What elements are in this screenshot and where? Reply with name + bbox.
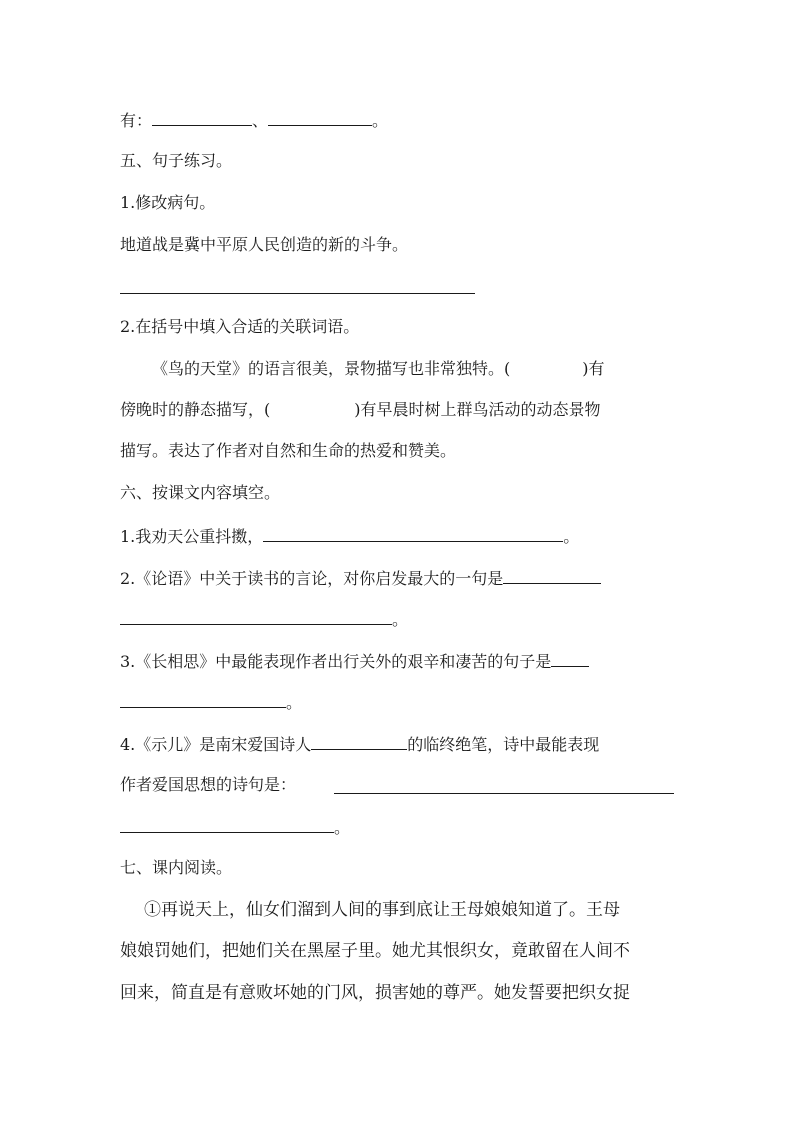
question-5-2-line2 (120, 398, 601, 422)
answer-blank[interactable] (120, 689, 286, 708)
question-6-4-text-c: 作者爱国思想的诗句是： (120, 775, 297, 794)
question-5-1-sentence: 地道战是冀中平原人民创造的新的斗争。 (120, 235, 409, 254)
top-separator: 、 (252, 111, 269, 130)
answer-blank[interactable] (120, 292, 475, 294)
answer-blank[interactable] (311, 731, 407, 750)
question-6-3-cont (120, 689, 302, 715)
answer-blank[interactable] (120, 606, 392, 625)
top-prefix: 有： (120, 111, 153, 130)
question-6-4-text-b: 的临终绝笔，诗中最能表现 (407, 735, 600, 754)
passage-line-1: ①再说天上，仙女们溜到人间的事到底让王母娘娘知道了。王母 (144, 900, 620, 920)
question-6-3 (120, 648, 589, 674)
question-5-1-label: 1.修改病句。 (120, 193, 216, 212)
question-6-3-end: 。 (286, 693, 303, 712)
question-5-2-label: 2.在括号中填入合适的关联词语。 (120, 317, 360, 336)
section-seven-heading: 七、课内阅读。 (120, 858, 233, 877)
question-6-4 (120, 731, 599, 757)
question-6-4-end: 。 (334, 818, 351, 837)
question-5-2-line1-b: )有 (582, 359, 605, 378)
question-5-2-line1-a: 《鸟的天堂》的语言很美，景物描写也非常独特。( (152, 359, 511, 378)
question-6-4-cont (120, 814, 350, 840)
question-5-2-line2-b: )有早晨时树上群鸟活动的动态景物 (354, 400, 601, 419)
question-5-2-line1 (152, 357, 605, 381)
section-six-heading: 六、按课文内容填空。 (120, 483, 281, 502)
question-6-2-cont (120, 606, 408, 632)
question-6-2-end: 。 (392, 610, 409, 629)
question-6-4-text-a: 4.《示儿》是南宋爱国诗人 (120, 735, 312, 754)
passage-line-3: 回来，简直是有意败坏她的门风，损害她的尊严。她发誓要把织女捉 (120, 983, 630, 1003)
question-6-4-line2 (120, 773, 296, 797)
top-end: 。 (372, 111, 389, 130)
question-6-1-text: 1.我劝天公重抖擞， (120, 527, 264, 546)
question-6-1 (120, 523, 579, 549)
answer-blank[interactable] (152, 107, 252, 126)
question-6-1-end: 。 (563, 527, 580, 546)
answer-blank[interactable] (120, 814, 334, 833)
question-6-2 (120, 565, 601, 591)
question-5-2-line2-a: 傍晚时的静态描写，( (120, 400, 271, 419)
question-6-3-text: 3.《长相思》中最能表现作者出行关外的艰辛和凄苦的句子是 (120, 652, 552, 671)
answer-blank[interactable] (263, 523, 563, 542)
passage-line-2: 娘娘罚她们，把她们关在黑屋子里。她尤其恨织女，竟敢留在人间不 (120, 941, 630, 961)
answer-blank[interactable] (268, 107, 372, 126)
answer-blank[interactable] (551, 648, 589, 667)
section-five-heading: 五、句子练习。 (120, 151, 233, 170)
answer-blank[interactable] (334, 792, 674, 794)
top-answer-line (120, 107, 388, 133)
question-6-2-text: 2.《论语》中关于读书的言论，对你启发最大的一句是 (120, 569, 504, 588)
answer-blank[interactable] (503, 565, 601, 584)
question-5-2-line3: 描写。表达了作者对自然和生命的热爱和赞美。 (120, 441, 457, 460)
